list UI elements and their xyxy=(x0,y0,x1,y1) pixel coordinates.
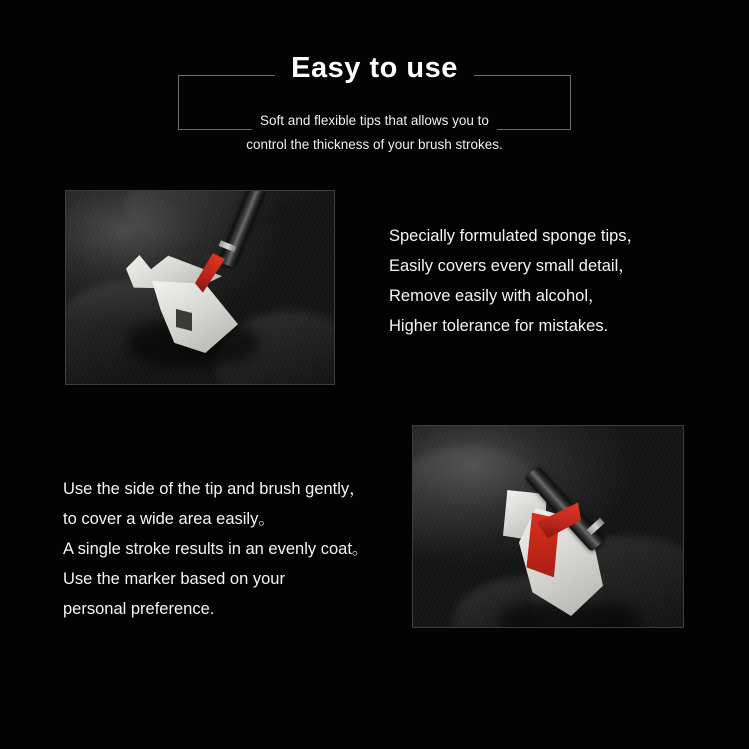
section-1-text-line-3: Remove easily with alcohol， xyxy=(389,287,605,305)
header-subtitle-line-2: control the thickness of your brush strokes. xyxy=(0,133,749,157)
header-subtitle xyxy=(0,109,749,157)
section-2-text-line-2: to cover a wide area easily。 xyxy=(63,510,275,528)
section-2-text xyxy=(63,474,368,624)
section-1-text-line-4: Higher tolerance for mistakes. xyxy=(389,317,609,335)
section-1-text xyxy=(389,221,643,341)
page-title xyxy=(0,52,749,85)
page-title-text: Easy to use xyxy=(275,52,474,85)
section-1-text-line-2: Easily covers every small detail， xyxy=(389,257,635,275)
section-2-text-line-4: Use the marker based on your xyxy=(63,570,285,588)
section-2-text-line-3: A single stroke results in an evenly coat。 xyxy=(63,540,369,558)
section-2-text-line-5: personal preference. xyxy=(63,600,215,618)
photo-marker-tip-on-white-model-part xyxy=(65,190,335,385)
section-1-text-line-1: Specially formulated sponge tips， xyxy=(389,227,644,245)
header-section xyxy=(0,22,749,152)
photo-side-brushing-red-paint xyxy=(412,425,684,628)
header-subtitle-line-1: Soft and flexible tips that allows you to xyxy=(0,109,749,133)
section-2-text-line-1: Use the side of the tip and brush gently， xyxy=(63,480,366,498)
